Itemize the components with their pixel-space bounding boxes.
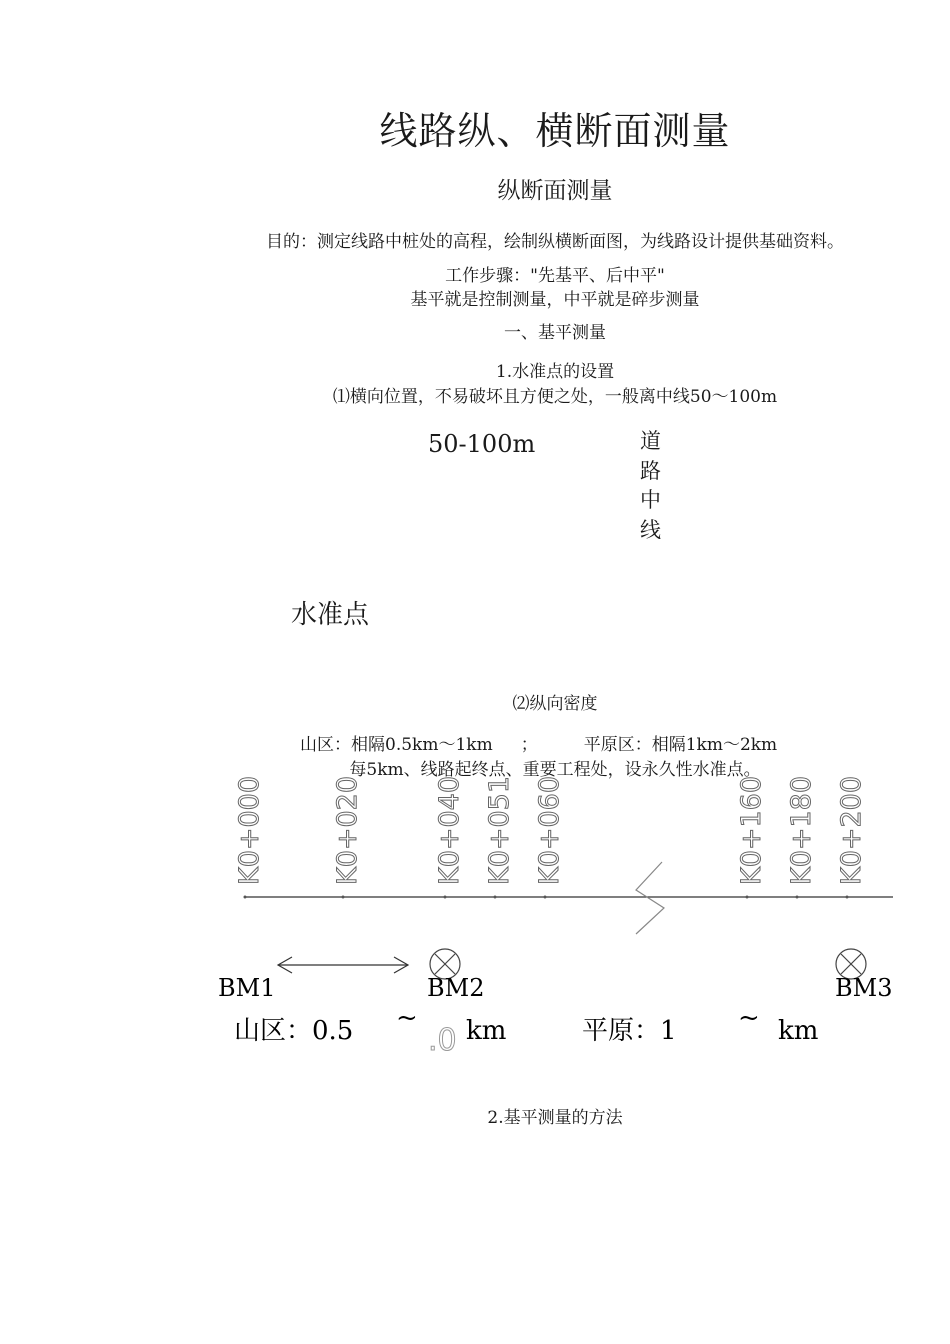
station-labels [234,776,867,899]
station-label: K0+020 [332,775,363,885]
station-tick [746,896,749,899]
section1-heading: 一、基平测量 [504,323,606,343]
item1-sub: ⑴横向位置，不易破坏且方便之处，一般离中线50～100m [332,387,778,407]
density-mountain: 山区：相隔0.5km～1km [300,735,493,755]
range-tilde: ~ [396,1003,418,1033]
station-label: K0+060 [534,775,565,885]
steps-explanation: 基平就是控制测量，中平就是碎步测量 [410,290,700,310]
density-plain: 平原区：相隔1km～2km [583,735,778,755]
station-label: K0+200 [836,775,867,885]
benchmark-label-bm3: BM3 [835,974,893,1002]
station-label: K0+160 [736,775,767,885]
station-tick [544,896,547,899]
station-label: K0+051 [484,775,515,885]
break-mark [636,862,664,934]
item2-heading: ⑵纵向密度 [512,694,598,714]
density-separator: ； [520,735,538,755]
benchmark-label: 水准点 [291,600,370,630]
page-title: 线路纵、横断面测量 [379,109,731,153]
mountain-spacing-label: 山区：0.5 [234,1016,354,1046]
station-tick [244,896,247,899]
permanent-benchmark-note: 每5km、线路起终点、重要工程处，设永久性水准点。 [349,760,761,780]
station-label: K0+040 [434,775,465,885]
station-label: K0+000 [234,775,265,885]
station-tick [444,896,447,899]
road-centerline-label: 道路中线 [640,429,661,542]
item1-heading: 1.水准点的设置 [495,362,615,382]
distance-label: 50-100m [428,430,536,458]
station-tick [494,896,497,899]
plain-spacing-label: 平原：1 [582,1016,677,1046]
unit-km: km [466,1016,507,1046]
station-tick [796,896,799,899]
purpose-text: 目的：测定线路中桩处的高程，绘制纵横断面图，为线路设计提供基础资料。 [266,232,844,252]
station-tick [846,896,849,899]
range-fragment: .0 [428,1023,457,1058]
benchmark-label-bm2: BM2 [427,974,485,1002]
steps-text: 工作步骤："先基平、后中平" [445,266,665,286]
station-label: K0+180 [786,775,817,885]
section-subtitle: 纵断面测量 [497,178,613,204]
unit-km: km [778,1016,819,1046]
item3-heading: 2.基平测量的方法 [487,1108,623,1128]
benchmark-label-bm1: BM1 [218,974,276,1002]
station-tick [342,896,345,899]
range-tilde: ~ [738,1003,760,1033]
